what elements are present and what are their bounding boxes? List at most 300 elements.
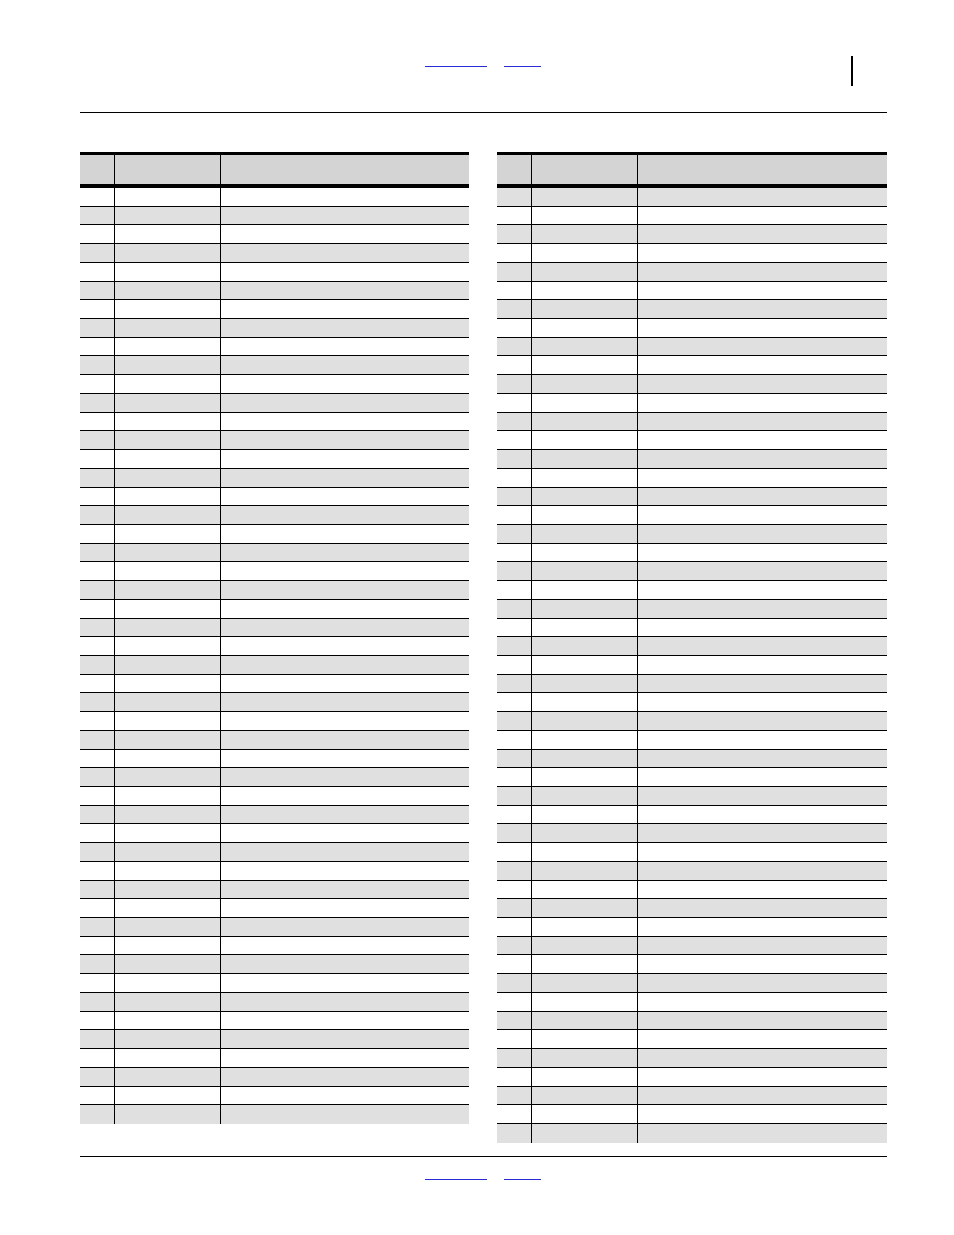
table-cell	[497, 955, 531, 973]
table-cell	[497, 319, 531, 337]
table-cell	[114, 918, 220, 936]
table-cell	[80, 862, 114, 880]
table-cell	[80, 1030, 114, 1048]
table-cell	[80, 843, 114, 861]
table-row	[497, 282, 887, 301]
table-row	[80, 413, 469, 432]
table-cell	[114, 637, 220, 655]
table-cell	[497, 225, 531, 243]
table-cell	[220, 506, 469, 524]
table-cell	[531, 974, 637, 992]
table-cell	[497, 993, 531, 1011]
table-cell	[80, 824, 114, 842]
table-cell	[114, 525, 220, 543]
table-cell	[637, 918, 887, 936]
table-row	[497, 843, 887, 862]
table-row	[497, 656, 887, 675]
table-cell	[114, 1049, 220, 1067]
table-row	[80, 637, 469, 656]
table-cell	[220, 637, 469, 655]
table-row	[497, 824, 887, 843]
table-cell	[114, 881, 220, 899]
header-nav-link-2[interactable]	[504, 58, 541, 67]
table-row	[497, 244, 887, 263]
table-cell	[80, 431, 114, 449]
table-cell	[114, 1030, 220, 1048]
left-table-body	[80, 188, 469, 1124]
table-row	[497, 319, 887, 338]
table-row	[497, 375, 887, 394]
table-row	[497, 356, 887, 375]
table-cell	[497, 843, 531, 861]
table-cell	[80, 1012, 114, 1030]
table-cell	[220, 768, 469, 786]
table-row	[497, 1030, 887, 1049]
table-cell	[114, 824, 220, 842]
table-cell	[531, 450, 637, 468]
table-cell	[497, 1012, 531, 1030]
table-cell	[497, 1124, 531, 1143]
table-cell	[531, 356, 637, 374]
table-cell	[531, 787, 637, 805]
table-cell	[637, 881, 887, 899]
table-cell	[114, 1105, 220, 1124]
table-cell	[637, 263, 887, 281]
table-cell	[531, 693, 637, 711]
table-cell	[497, 394, 531, 412]
table-cell	[80, 918, 114, 936]
table-cell	[220, 619, 469, 637]
table-cell	[497, 525, 531, 543]
table-row	[497, 263, 887, 282]
table-cell	[531, 675, 637, 693]
table-cell	[114, 375, 220, 393]
table-row	[80, 562, 469, 581]
table-cell	[80, 712, 114, 730]
table-cell	[114, 619, 220, 637]
table-cell	[531, 188, 637, 206]
table-cell	[531, 225, 637, 243]
table-cell	[220, 1105, 469, 1124]
table-cell	[114, 544, 220, 562]
table-row	[497, 1105, 887, 1124]
table-row	[80, 319, 469, 338]
table-row	[80, 881, 469, 900]
table-cell	[220, 675, 469, 693]
table-row	[497, 562, 887, 581]
table-cell	[80, 282, 114, 300]
table-cell	[114, 993, 220, 1011]
table-cell	[531, 375, 637, 393]
table-cell	[637, 993, 887, 1011]
table-cell	[497, 244, 531, 262]
table-cell	[114, 843, 220, 861]
table-row	[80, 300, 469, 319]
table-cell	[497, 1087, 531, 1105]
table-cell	[531, 1030, 637, 1048]
table-cell	[531, 768, 637, 786]
table-cell	[114, 1012, 220, 1030]
table-row	[80, 207, 469, 226]
table-cell	[220, 1049, 469, 1067]
table-cell	[497, 450, 531, 468]
table-cell	[80, 881, 114, 899]
table-cell	[497, 637, 531, 655]
table-cell	[220, 1087, 469, 1105]
table-cell	[637, 1049, 887, 1067]
table-row	[497, 955, 887, 974]
table-row	[497, 1124, 887, 1143]
table-cell	[220, 693, 469, 711]
table-cell	[220, 899, 469, 917]
table-cell	[637, 544, 887, 562]
right-table-body	[497, 188, 887, 1143]
table-row	[80, 375, 469, 394]
table-cell	[220, 413, 469, 431]
table-cell	[220, 375, 469, 393]
table-cell	[531, 562, 637, 580]
right-header-col-2	[531, 155, 637, 184]
table-row	[80, 600, 469, 619]
table-row	[497, 768, 887, 787]
table-cell	[80, 937, 114, 955]
footer-nav-link-1[interactable]	[425, 1171, 487, 1180]
table-cell	[531, 319, 637, 337]
table-cell	[497, 1049, 531, 1067]
table-cell	[80, 731, 114, 749]
table-cell	[531, 899, 637, 917]
table-cell	[114, 188, 220, 206]
table-row	[80, 712, 469, 731]
table-row	[497, 619, 887, 638]
table-cell	[220, 394, 469, 412]
table-cell	[531, 1124, 637, 1143]
table-row	[497, 506, 887, 525]
table-row	[80, 993, 469, 1012]
table-row	[80, 918, 469, 937]
table-cell	[637, 1087, 887, 1105]
table-cell	[637, 862, 887, 880]
table-cell	[80, 375, 114, 393]
table-cell	[497, 712, 531, 730]
table-cell	[637, 525, 887, 543]
table-cell	[637, 693, 887, 711]
table-cell	[220, 824, 469, 842]
table-cell	[637, 413, 887, 431]
table-cell	[531, 637, 637, 655]
table-cell	[80, 525, 114, 543]
table-cell	[220, 731, 469, 749]
table-row	[80, 843, 469, 862]
table-cell	[114, 937, 220, 955]
table-cell	[220, 918, 469, 936]
table-cell	[497, 750, 531, 768]
table-cell	[497, 469, 531, 487]
table-cell	[80, 955, 114, 973]
table-row	[497, 525, 887, 544]
table-cell	[80, 1068, 114, 1086]
table-row	[497, 225, 887, 244]
table-row	[497, 188, 887, 207]
table-cell	[497, 413, 531, 431]
table-cell	[637, 450, 887, 468]
table-cell	[114, 806, 220, 824]
table-cell	[220, 263, 469, 281]
table-cell	[637, 562, 887, 580]
table-cell	[220, 225, 469, 243]
table-row	[497, 207, 887, 226]
table-cell	[80, 244, 114, 262]
table-row	[80, 282, 469, 301]
table-cell	[531, 263, 637, 281]
table-cell	[637, 1105, 887, 1123]
table-cell	[220, 244, 469, 262]
table-cell	[497, 768, 531, 786]
table-row	[80, 244, 469, 263]
table-cell	[80, 562, 114, 580]
table-cell	[497, 824, 531, 842]
table-cell	[531, 282, 637, 300]
table-cell	[220, 544, 469, 562]
header-rule	[80, 112, 887, 113]
table-cell	[220, 525, 469, 543]
table-cell	[637, 750, 887, 768]
table-cell	[497, 356, 531, 374]
table-cell	[220, 787, 469, 805]
table-cell	[637, 431, 887, 449]
left-header-col-1	[80, 155, 114, 184]
table-cell	[220, 750, 469, 768]
table-cell	[531, 488, 637, 506]
table-cell	[497, 188, 531, 206]
table-cell	[531, 431, 637, 449]
table-cell	[637, 1124, 887, 1143]
table-row	[80, 731, 469, 750]
table-cell	[531, 413, 637, 431]
table-cell	[497, 263, 531, 281]
table-cell	[220, 881, 469, 899]
table-row	[80, 469, 469, 488]
table-cell	[531, 581, 637, 599]
table-row	[80, 1012, 469, 1031]
table-cell	[220, 1030, 469, 1048]
table-cell	[637, 1068, 887, 1086]
table-cell	[114, 356, 220, 374]
table-row	[80, 824, 469, 843]
table-cell	[637, 319, 887, 337]
table-row	[497, 1068, 887, 1087]
table-cell	[220, 207, 469, 225]
table-cell	[637, 824, 887, 842]
table-cell	[114, 899, 220, 917]
table-cell	[637, 974, 887, 992]
table-cell	[114, 506, 220, 524]
table-cell	[220, 1068, 469, 1086]
table-cell	[220, 319, 469, 337]
left-table	[80, 152, 469, 1124]
table-cell	[80, 225, 114, 243]
table-cell	[114, 712, 220, 730]
left-header-col-2	[114, 155, 220, 184]
table-cell	[637, 955, 887, 973]
table-row	[80, 862, 469, 881]
table-cell	[637, 375, 887, 393]
table-row	[497, 450, 887, 469]
table-cell	[220, 562, 469, 580]
table-cell	[637, 1012, 887, 1030]
table-row	[80, 750, 469, 769]
table-row	[497, 469, 887, 488]
table-cell	[114, 282, 220, 300]
table-cell	[220, 450, 469, 468]
table-cell	[637, 225, 887, 243]
table-cell	[114, 1068, 220, 1086]
table-cell	[637, 768, 887, 786]
table-cell	[114, 862, 220, 880]
table-row	[497, 918, 887, 937]
table-cell	[220, 712, 469, 730]
table-cell	[497, 675, 531, 693]
table-cell	[114, 263, 220, 281]
table-cell	[531, 244, 637, 262]
table-row	[80, 806, 469, 825]
table-cell	[80, 1105, 114, 1124]
table-row	[497, 1087, 887, 1106]
table-cell	[114, 413, 220, 431]
table-cell	[114, 787, 220, 805]
table-cell	[80, 899, 114, 917]
table-row	[497, 693, 887, 712]
table-cell	[80, 506, 114, 524]
table-cell	[497, 787, 531, 805]
table-cell	[497, 693, 531, 711]
table-row	[497, 937, 887, 956]
table-cell	[531, 1087, 637, 1105]
table-cell	[220, 600, 469, 618]
table-cell	[114, 656, 220, 674]
table-cell	[637, 637, 887, 655]
table-cell	[220, 656, 469, 674]
table-cell	[637, 843, 887, 861]
table-cell	[80, 600, 114, 618]
table-cell	[531, 918, 637, 936]
table-cell	[497, 1030, 531, 1048]
table-cell	[497, 1068, 531, 1086]
table-cell	[497, 338, 531, 356]
table-cell	[80, 581, 114, 599]
table-cell	[497, 656, 531, 674]
table-row	[497, 675, 887, 694]
table-cell	[531, 1012, 637, 1030]
table-cell	[497, 282, 531, 300]
right-header-col-3	[637, 155, 887, 184]
table-cell	[220, 974, 469, 992]
table-cell	[497, 300, 531, 318]
table-cell	[497, 600, 531, 618]
table-row	[497, 881, 887, 900]
table-cell	[637, 712, 887, 730]
table-row	[80, 431, 469, 450]
table-cell	[497, 207, 531, 225]
table-cell	[637, 600, 887, 618]
table-row	[80, 656, 469, 675]
table-cell	[114, 450, 220, 468]
table-cell	[531, 750, 637, 768]
table-cell	[114, 431, 220, 449]
right-header-col-1	[497, 155, 531, 184]
table-cell	[114, 1087, 220, 1105]
table-cell	[497, 619, 531, 637]
table-cell	[531, 506, 637, 524]
table-cell	[637, 619, 887, 637]
table-cell	[531, 338, 637, 356]
table-cell	[497, 1105, 531, 1123]
table-cell	[80, 207, 114, 225]
table-row	[80, 356, 469, 375]
table-cell	[531, 806, 637, 824]
table-cell	[80, 394, 114, 412]
table-row	[80, 768, 469, 787]
table-cell	[80, 413, 114, 431]
table-cell	[114, 750, 220, 768]
table-cell	[637, 899, 887, 917]
table-cell	[114, 675, 220, 693]
table-row	[80, 544, 469, 563]
table-cell	[637, 394, 887, 412]
table-cell	[80, 338, 114, 356]
table-cell	[114, 974, 220, 992]
table-cell	[531, 600, 637, 618]
table-cell	[220, 300, 469, 318]
table-cell	[497, 937, 531, 955]
table-cell	[531, 1049, 637, 1067]
table-cell	[114, 562, 220, 580]
table-row	[80, 1087, 469, 1106]
footer-nav-link-2[interactable]	[504, 1171, 541, 1180]
table-row	[497, 600, 887, 619]
table-cell	[220, 1012, 469, 1030]
table-cell	[80, 488, 114, 506]
right-table-header	[497, 155, 887, 188]
table-cell	[80, 656, 114, 674]
table-cell	[531, 843, 637, 861]
table-cell	[114, 394, 220, 412]
table-cell	[114, 300, 220, 318]
table-cell	[220, 993, 469, 1011]
table-row	[80, 619, 469, 638]
table-cell	[637, 356, 887, 374]
table-row	[80, 787, 469, 806]
table-cell	[114, 955, 220, 973]
page-edge-marker	[851, 56, 853, 86]
table-row	[497, 338, 887, 357]
table-cell	[531, 937, 637, 955]
table-cell	[114, 207, 220, 225]
table-row	[80, 899, 469, 918]
table-cell	[531, 824, 637, 842]
table-cell	[637, 806, 887, 824]
table-cell	[80, 1087, 114, 1105]
table-cell	[497, 375, 531, 393]
table-row	[80, 525, 469, 544]
table-cell	[80, 750, 114, 768]
table-cell	[497, 506, 531, 524]
table-cell	[531, 862, 637, 880]
table-row	[497, 300, 887, 319]
table-cell	[80, 263, 114, 281]
header-nav-link-1[interactable]	[425, 58, 487, 67]
left-table-header	[80, 155, 469, 188]
